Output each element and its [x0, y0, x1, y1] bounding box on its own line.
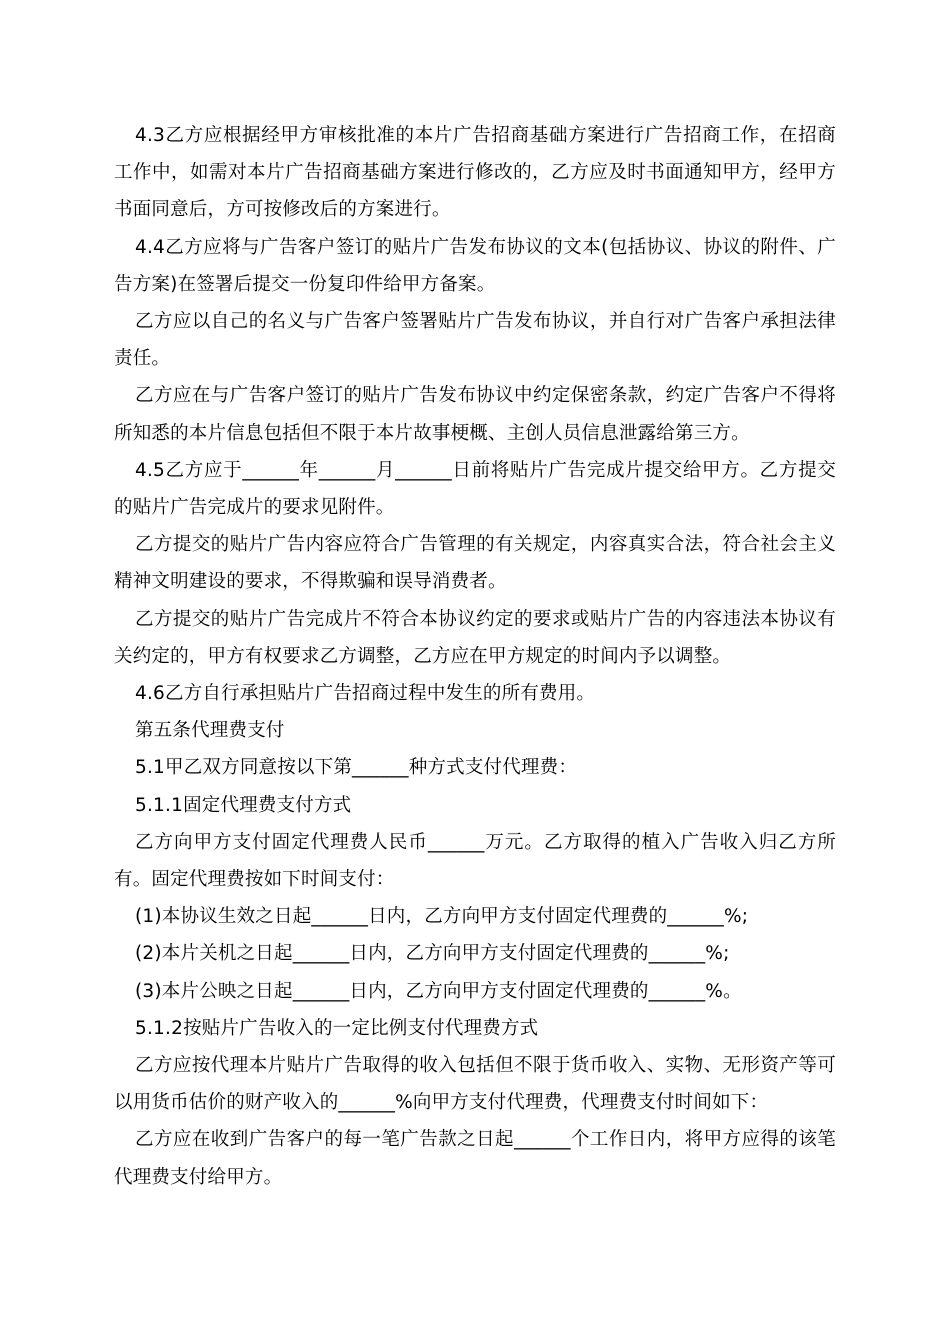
list-item-payment-3: (3)本片公映之日起______日内，乙方向甲方支付固定代理费的______%。	[135, 980, 742, 1002]
paragraph-fixed-fee: 乙方向甲方支付固定代理费人民币______万元。乙方取得的植入广告收入归乙方所有。固定代理费按如下时间支付：	[114, 831, 836, 891]
paragraph-adjustment: 乙方提交的贴片广告完成片不符合本协议约定的要求或贴片广告的内容违法本协议有关约定的，甲方有权要求乙方调整，乙方应在甲方规定的时间内予以调整。	[114, 608, 836, 667]
paragraph-4-4: 4.4乙方应将与广告客户签订的贴片广告发布协议的文本(包括协议、协议的附件、广告方案)在签署后提交一份复印件给甲方备案。	[114, 236, 836, 295]
paragraph-confidentiality: 乙方应在与广告客户签订的贴片广告发布协议中约定保密条款，约定广告客户不得将所知悉的本片信息包括但不限于本片故事梗概、主创人员信息泄露给第三方。	[114, 385, 836, 444]
paragraph-payment-timing: 乙方应在收到广告客户的每一笔广告款之日起______个工作日内，将甲方应得的该笔代理费支付给甲方。	[114, 1129, 836, 1188]
paragraph-4-5: 4.5乙方应于______年______月______日前将贴片广告完成片提交给甲方。乙方提交的贴片广告完成片的要求见附件。	[114, 459, 836, 519]
paragraph-4-3: 4.3乙方应根据经甲方审核批准的本片广告招商基础方案进行广告招商工作，在招商工作中，如需对本片广告招商基础方案进行修改的，乙方应及时书面通知甲方，经甲方书面同意后，方可按修改后的方案进行。	[114, 125, 836, 221]
paragraph-5-1-1: 5.1.1固定代理费支付方式	[135, 794, 352, 816]
list-item-payment-2: (2)本片关机之日起______日内，乙方向甲方支付固定代理费的______%;	[135, 943, 730, 965]
list-item-payment-1: (1)本协议生效之日起______日内，乙方向甲方支付固定代理费的______%;	[135, 906, 749, 928]
paragraph-5-1-2: 5.1.2按贴片广告收入的一定比例支付代理费方式	[135, 1017, 539, 1039]
section-heading-article-5: 第五条代理费支付	[135, 720, 285, 742]
document-page	[114, 117, 836, 1196]
paragraph-content-compliance: 乙方提交的贴片广告内容应符合广告管理的有关规定，内容真实合法，符合社会主义精神文明建设的要求，不得欺骗和误导消费者。	[114, 534, 836, 593]
paragraph-sign-agreement: 乙方应以自己的名义与广告客户签署贴片广告发布协议，并自行对广告客户承担法律责任。	[114, 311, 836, 370]
paragraph-5-1: 5.1甲乙双方同意按以下第______种方式支付代理费：	[135, 757, 578, 779]
paragraph-4-6: 4.6乙方自行承担贴片广告招商过程中发生的所有费用。	[135, 683, 596, 705]
paragraph-percentage-fee: 乙方应按代理本片贴片广告取得的收入包括但不限于货币收入、实物、无形资产等可以用货币估价的财产收入的______%向甲方支付代理费，代理费支付时间如下：	[114, 1055, 836, 1114]
